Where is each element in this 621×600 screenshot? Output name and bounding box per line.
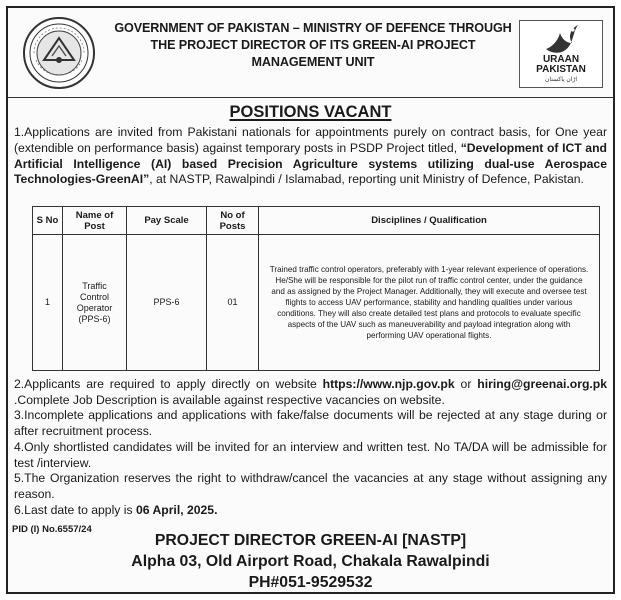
pid-number: PID (I) No.6557/24 xyxy=(12,524,92,535)
paragraph-2: 2.Applicants are required to apply directly on website https://www.njp.gov.pk or hiring@greenai.org.pk .Complete Job Description is available against respective vacancies on website. xyxy=(14,377,607,407)
uraan-pakistan-logo xyxy=(519,20,603,88)
cell-pay-scale: PPS-6 xyxy=(127,235,207,371)
table-header-row xyxy=(33,207,600,235)
cell-post-name: Traffic Control Operator (PPS-6) xyxy=(63,235,127,371)
ministry-seal-icon xyxy=(22,16,96,90)
uraan-logo-text: URAAN xyxy=(542,54,580,65)
footer-address: Alpha 03, Old Airport Road, Chakala Rawalpindi xyxy=(131,553,490,570)
col-header-pay-scale: Pay Scale xyxy=(127,207,207,235)
col-header-post: Name of Post xyxy=(63,207,127,235)
col-header-disciplines: Disciplines / Qualification xyxy=(259,207,600,235)
page-title xyxy=(8,102,613,122)
project-title: “Development of ICT and Artificial Intelligence (AI) based Precision Agriculture systems utilizing dual-use Aerospace Technologies-GreenAI” xyxy=(14,140,607,187)
paragraph-5: 5.The Organization reserves the right to withdraw/cancel the vacancies at any stage without assigning any reason. xyxy=(14,471,607,501)
para1-location: , at NASTP, Rawalpindi / Islamabad, reporting unit Ministry of Defence, Pakistan. xyxy=(149,172,584,187)
table-row xyxy=(33,235,600,371)
pakistan-logo-text: PAKISTAN xyxy=(536,64,586,75)
website-link[interactable]: https://www.njp.gov.pk xyxy=(322,377,455,391)
page-title-text: POSITIONS VACANT xyxy=(229,103,392,121)
positions-table xyxy=(32,206,600,371)
cell-posts: 01 xyxy=(207,235,259,371)
authority-line-2: THE PROJECT DIRECTOR OF ITS GREEN-AI PROJECT xyxy=(150,38,476,52)
col-header-sno: S No xyxy=(33,207,63,235)
authority-line-3: MANAGEMENT UNIT xyxy=(251,55,375,69)
paragraph-4: 4.Only shortlisted candidates will be invited for an interview and written test. No TA/DA will be admissible for test /interview. xyxy=(14,440,607,470)
paragraph-3: 3.Incomplete applications and applications with fake/false documents will be rejected at any stage during or after recruitment process. xyxy=(14,408,607,438)
email-link[interactable]: hiring@greenai.org.pk xyxy=(477,377,607,391)
ad-header xyxy=(8,8,613,98)
col-header-posts: No of Posts xyxy=(207,207,259,235)
contact-footer xyxy=(8,530,613,593)
uraan-bird-icon xyxy=(542,23,582,57)
uraan-urdu-text: اڑان پاکستان xyxy=(544,77,578,83)
footer-phone: PH#051-9529532 xyxy=(248,574,373,591)
authority-line-1: GOVERNMENT OF PAKISTAN – MINISTRY OF DEFENCE THROUGH xyxy=(114,21,512,35)
paragraph-1 xyxy=(8,125,613,188)
para1-intro: 1.Applications are invited from Pakistani nationals for appointments purely on contract basis, for One year (extendible on performance basis) against temporary posts in PSDP Project titled, xyxy=(14,125,607,155)
cell-qualification: Trained traffic control operators, preferably with 1-year relevant experience of operations. He/She will be responsible for the pilot run of traffic control center, under the guidance and as assigned by the Project Manager. Additionally, they will execute and oversee test flights to access UAV performance, stability and handling qualities under various conditions. They will also create detailed test plans and protocols to evaluate specific aspects of the UAV such as maneuverability and payload integration along with performing UAV operational flights. xyxy=(259,235,600,371)
job-advertisement xyxy=(6,6,615,594)
footer-line-1: PROJECT DIRECTOR GREEN-AI [NASTP] xyxy=(154,532,467,549)
paragraph-6: 6.Last date to apply is 06 April, 2025. xyxy=(14,503,218,517)
last-date: 06 April, 2025. xyxy=(135,503,218,517)
cell-sno: 1 xyxy=(33,235,63,371)
issuing-authority xyxy=(108,20,518,71)
